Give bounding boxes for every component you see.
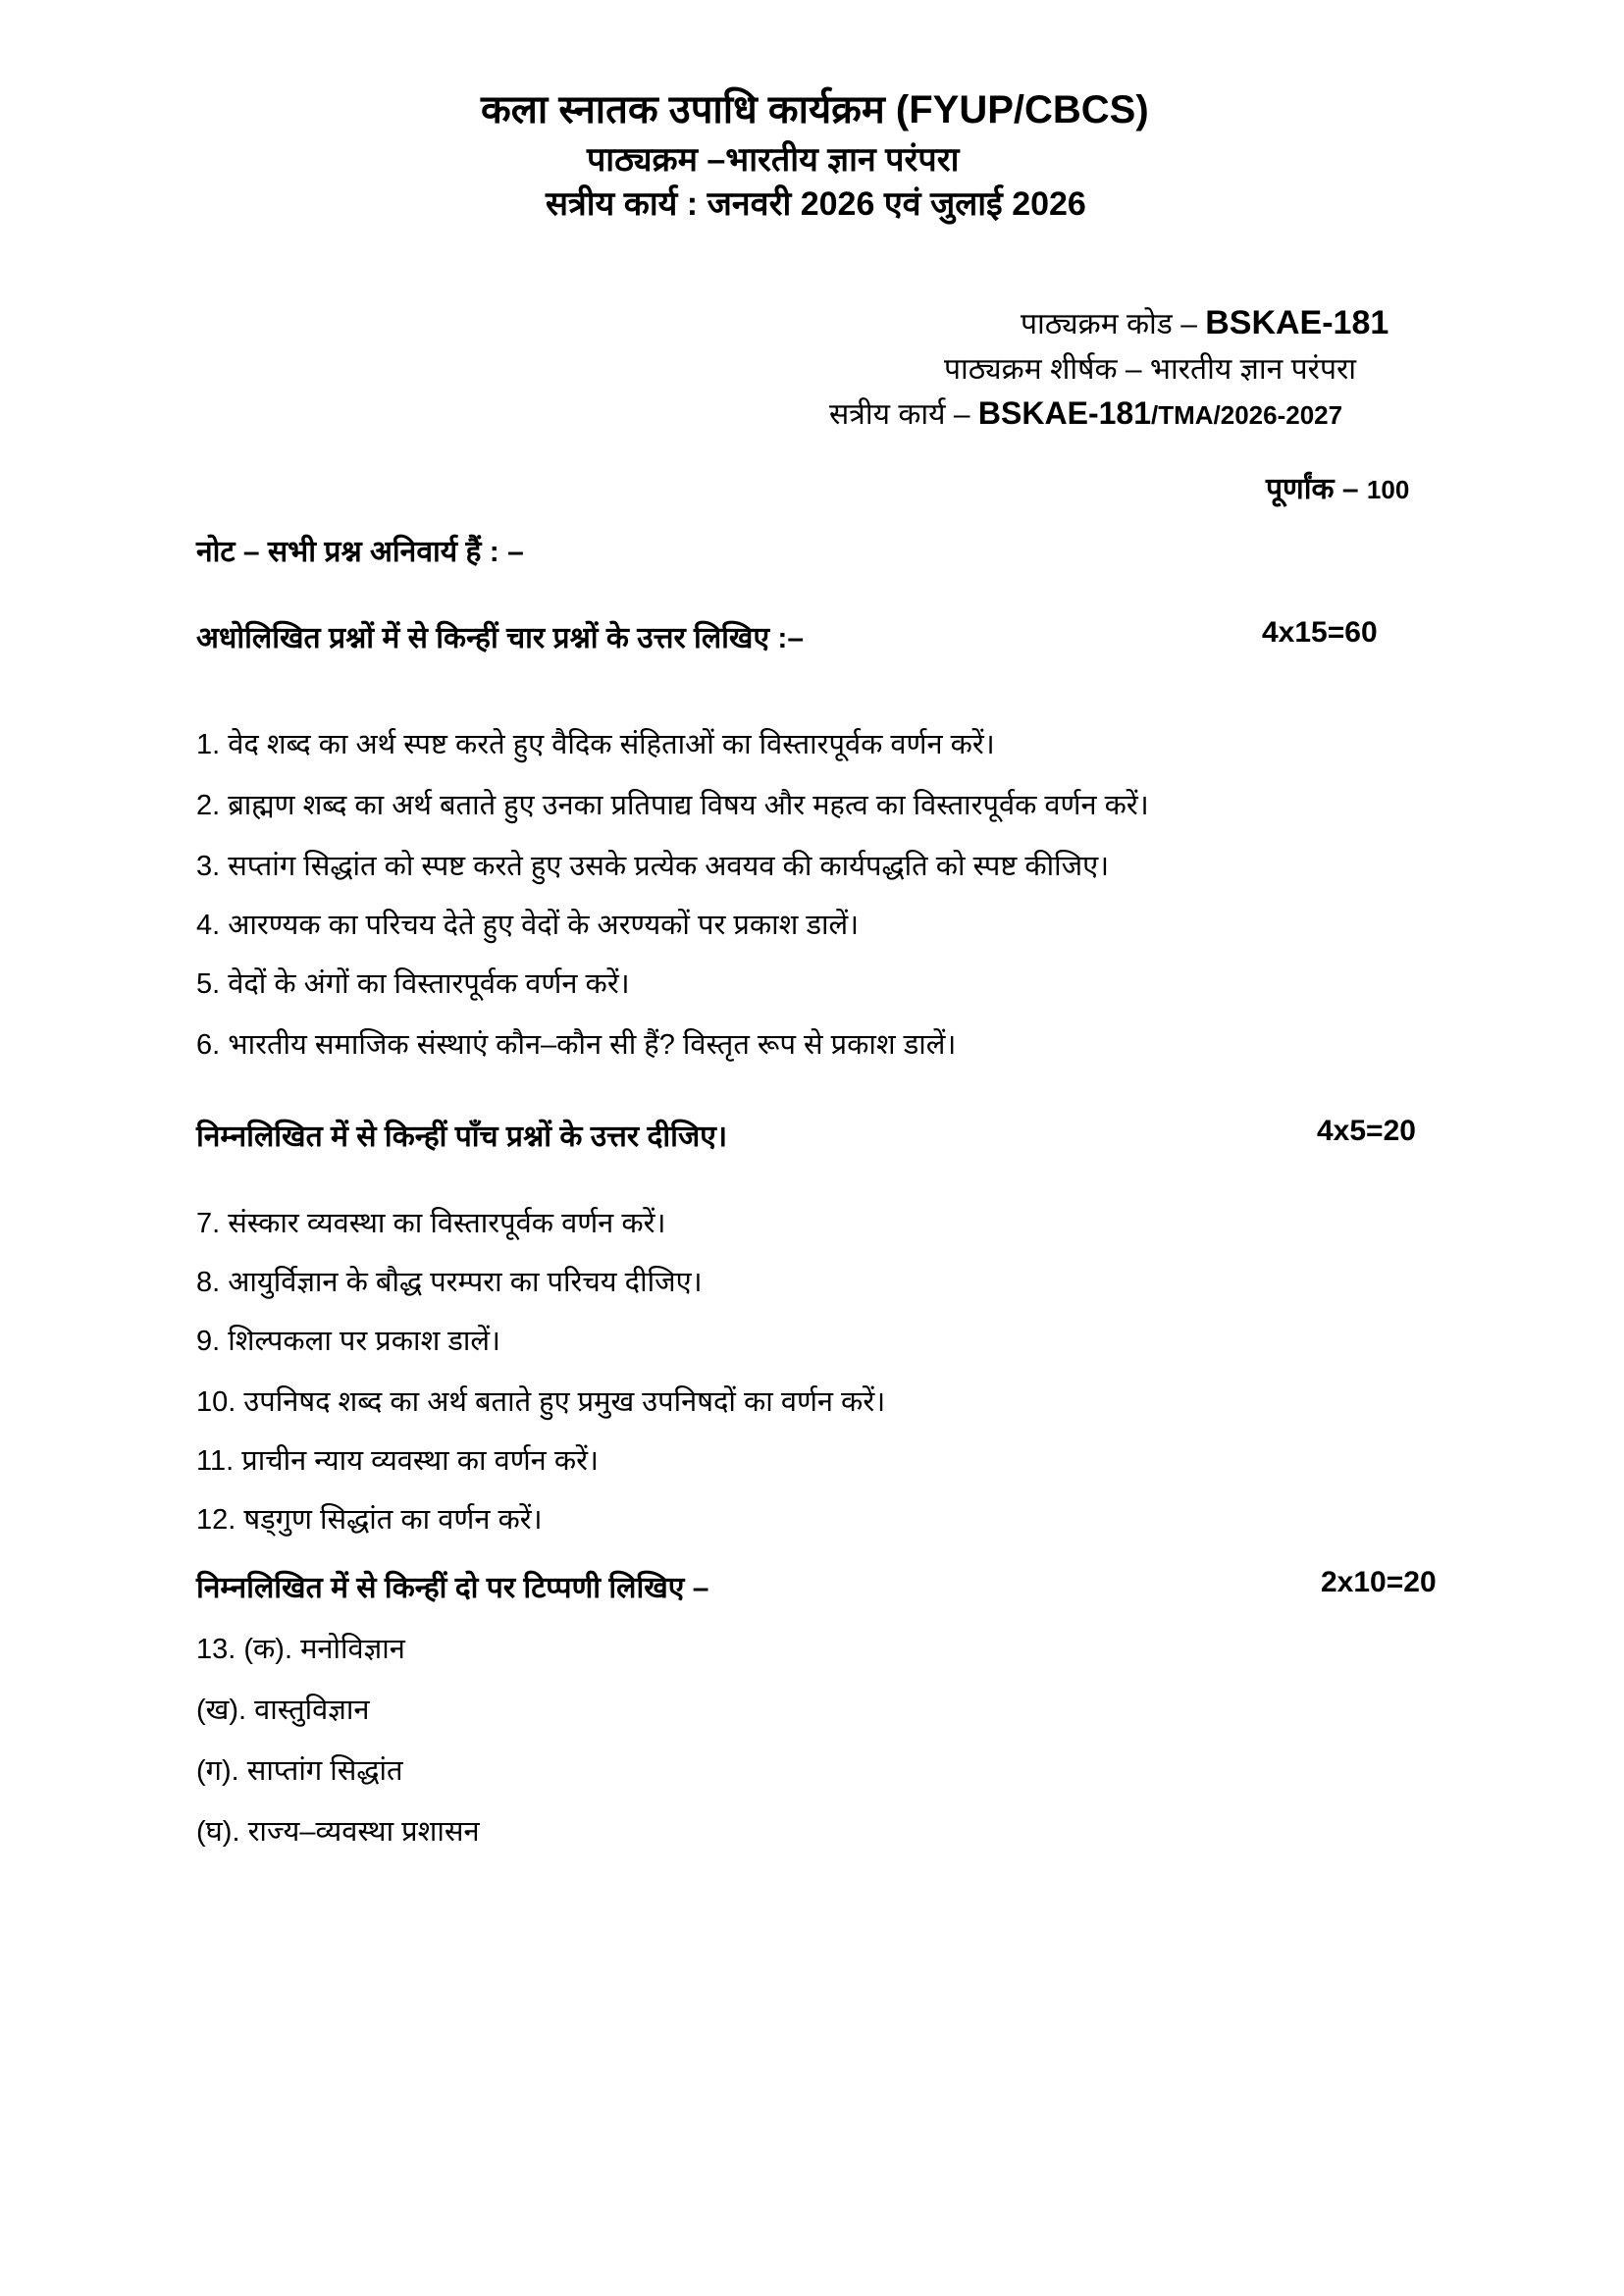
assignment-label: सत्रीय कार्य – bbox=[829, 398, 970, 431]
assignment-code-main: BSKAE-181 bbox=[977, 395, 1151, 431]
program-title-hindi: कला स्नातक उपाधि कार्यक्रम bbox=[481, 88, 885, 131]
course-title-label: पाठ्यक्रम शीर्षक – bbox=[944, 353, 1142, 386]
course-title-line bbox=[944, 347, 1356, 388]
program-title-code: (FYUP/CBCS) bbox=[895, 88, 1149, 131]
question-4: 4. आरण्यक का परिचय देते हुए वेदों के अरण्यकों पर प्रकाश डालें। bbox=[196, 910, 860, 941]
question-12: 12. षड्गुण सिद्धांत का वर्णन करें। bbox=[196, 1504, 543, 1536]
question-1: 1. वेद शब्द का अर्थ स्पष्ट करते हुए वैदिक संहिताओं का विस्तारपूर्वक वर्णन करें। bbox=[196, 729, 995, 760]
assignment-code-suffix: /TMA/2026-2027 bbox=[1150, 400, 1343, 430]
question-7: 7. संस्कार व्यवस्था का विस्तारपूर्वक वर्णन करें। bbox=[196, 1208, 666, 1239]
note: नोट – सभी प्रश्न अनिवार्य हैं : – bbox=[196, 536, 524, 568]
question-10: 10. उपनिषद शब्द का अर्थ बताते हुए प्रमुख उपनिषदों का वर्णन करें। bbox=[196, 1386, 886, 1418]
section-2-marks: 4x5=20 bbox=[1317, 1115, 1416, 1147]
program-title bbox=[481, 80, 1149, 134]
section-1-instruction: अधोलिखित प्रश्नों में से किन्हीं चार प्रश्नों के उत्तर लिखिए :– bbox=[196, 622, 805, 654]
question-13-d: (घ). राज्य–व्यवस्था प्रशासन bbox=[196, 1816, 480, 1848]
course-code-value: BSKAE-181 bbox=[1205, 304, 1389, 341]
assignment-session: सत्रीय कार्य : जनवरी 2026 एवं जुलाई 2026 bbox=[546, 185, 1086, 223]
question-2: 2. ब्राह्मण शब्द का अर्थ बताते हुए उनका प्रतिपाद्य विषय और महत्व का विस्तारपूर्वक वर्णन करें। bbox=[196, 790, 1149, 821]
question-11: 11. प्राचीन न्याय व्यवस्था का वर्णन करें। bbox=[196, 1445, 599, 1477]
question-9: 9. शिल्पकला पर प्रकाश डालें। bbox=[196, 1326, 501, 1357]
max-marks-value: 100 bbox=[1366, 475, 1410, 504]
question-13-c: (ग). साप्तांग सिद्धांत bbox=[196, 1755, 403, 1787]
question-5: 5. वेदों के अंगों का विस्तारपूर्वक वर्णन करें। bbox=[196, 968, 630, 1000]
question-13-b: (ख). वास्तुविज्ञान bbox=[196, 1695, 370, 1726]
assignment-code-line bbox=[829, 392, 1342, 433]
course-code-label: पाठ्यक्रम कोड – bbox=[1021, 308, 1197, 340]
section-3-marks: 2x10=20 bbox=[1321, 1566, 1437, 1598]
course-line: पाठ्यक्रम –भारतीय ज्ञान परंपरा bbox=[587, 141, 960, 179]
question-13-a: 13. (क). मनोविज्ञान bbox=[196, 1634, 405, 1665]
max-marks-line bbox=[1266, 467, 1409, 507]
section-2-instruction: निम्नलिखित में से किन्हीं पाँच प्रश्नों के उत्तर दीजिए। bbox=[196, 1121, 728, 1153]
course-code-line bbox=[1021, 302, 1388, 342]
question-6: 6. भारतीय समाजिक संस्थाएं कौन–कौन सी हैं? विस्तृत रूप से प्रकाश डालें। bbox=[196, 1029, 957, 1061]
question-8: 8. आयुर्विज्ञान के बौद्ध परम्परा का परिचय दीजिए। bbox=[196, 1267, 703, 1298]
max-marks-label: पूर्णांक – bbox=[1266, 473, 1359, 505]
section-3-instruction: निम्नलिखित में से किन्हीं दो पर टिप्पणी लिखिए – bbox=[196, 1572, 709, 1604]
course-title-value: भारतीय ज्ञान परंपरा bbox=[1149, 353, 1357, 386]
section-1-marks: 4x15=60 bbox=[1262, 616, 1378, 649]
question-3: 3. सप्तांग सिद्धांत को स्पष्ट करते हुए उसके प्रत्येक अवयव की कार्यपद्धति को स्पष्ट कीजिए। bbox=[196, 851, 1110, 882]
